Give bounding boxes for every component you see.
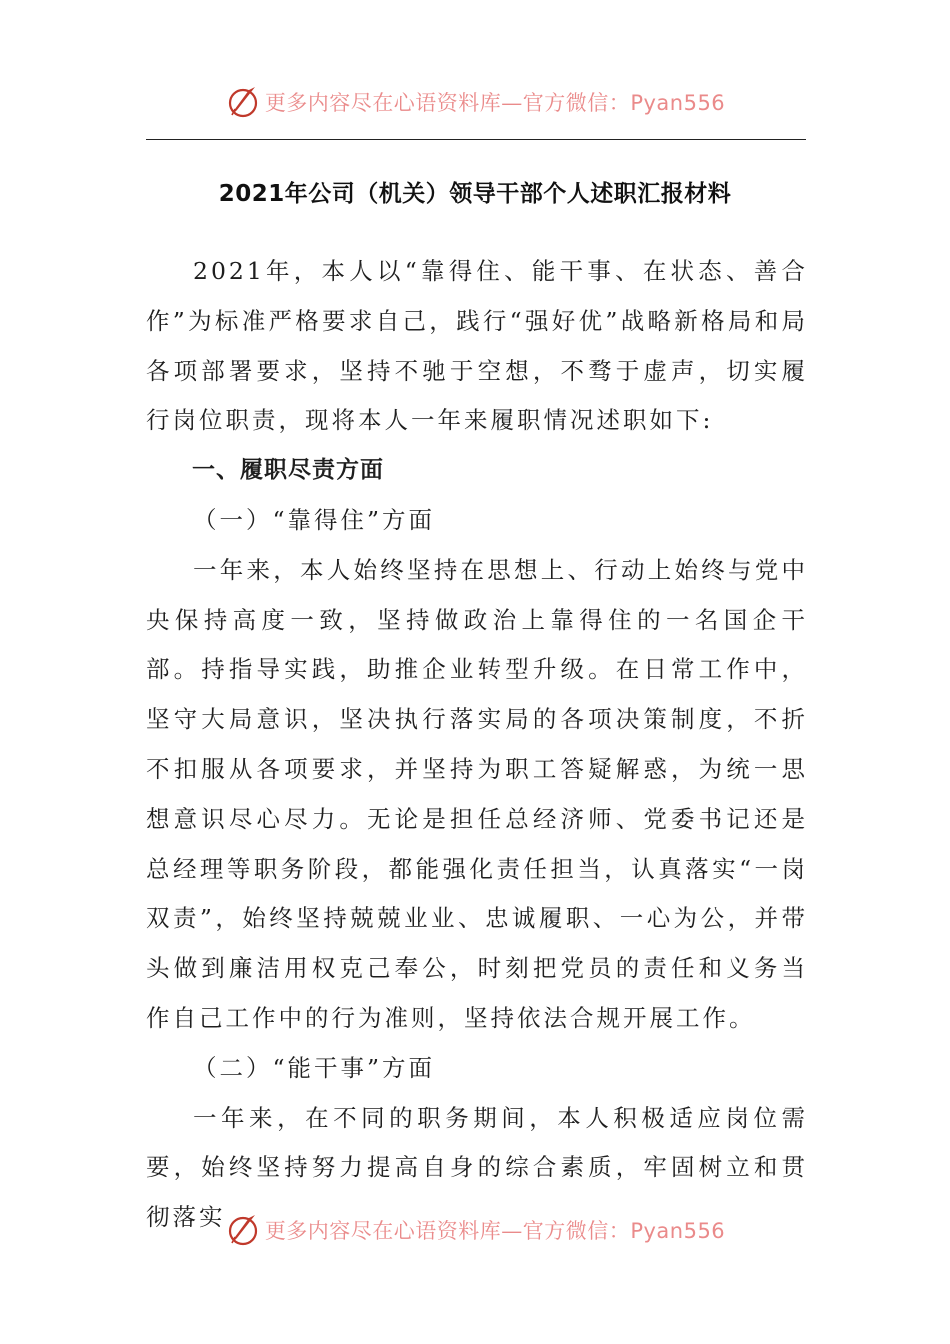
section-heading-1: 一、履职尽责方面 <box>192 457 384 484</box>
wechat-id: Pyan556 <box>630 91 726 115</box>
document-body <box>146 247 808 1243</box>
wechat-id-footer: Pyan556 <box>630 1219 726 1243</box>
banner-text-footer: 更多内容尽在心语资料库—官方微信：Pyan556 <box>264 1219 726 1243</box>
intro-paragraph: 2021年，本人以“靠得住、能干事、在状态、善合作”为标准严格要求自己，践行“强好优”战略新格局和局各项部署要求，坚持不驰于空想，不骛于虚声，切实履行岗位职责，现将本人一年来履职情况述职如下: <box>146 257 808 435</box>
pen-in-circle-logo-icon <box>225 1212 261 1248</box>
header-divider <box>146 139 806 140</box>
subsection-paragraph-2: 一年来，在不同的职务期间，本人积极适应岗位需要，始终坚持努力提高自身的综合素质，牢固树立和贯彻落实 <box>146 1103 808 1232</box>
pen-in-circle-logo-icon <box>225 84 261 120</box>
subsection-heading-1: （一）“靠得住”方面 <box>193 505 436 534</box>
subsection-paragraph-1: 一年来，本人始终坚持在思想上、行动上始终与党中央保持高度一致，坚持做政治上靠得住的一名国企干部。持指导实践，助推企业转型升级。在日常工作中，坚守大局意识，坚决执行落实局的各项决策制度，不折不扣服从各项要求，并坚持为职工答疑解惑，为统一思想意识尽心尽力。无论是担任总经济师、党委书记还是总经理等职务阶段，都能强化责任担当，认真落实“一岗双责”，始终坚持兢兢业业、忠诚履职、一心为公，并带头做到廉洁用权克己奉公，时刻把党员的责任和义务当作自己工作中的行为准则，坚持依法合规开展工作。 <box>146 555 808 1032</box>
document-title: 2021年公司（机关）领导干部个人述职汇报材料 <box>218 181 732 207</box>
header-watermark-banner <box>0 82 950 122</box>
footer-watermark-banner <box>0 1210 950 1250</box>
banner-text: 更多内容尽在心语资料库—官方微信：Pyan556 <box>264 91 726 115</box>
subsection-heading-2: （二）“能干事”方面 <box>193 1053 436 1082</box>
